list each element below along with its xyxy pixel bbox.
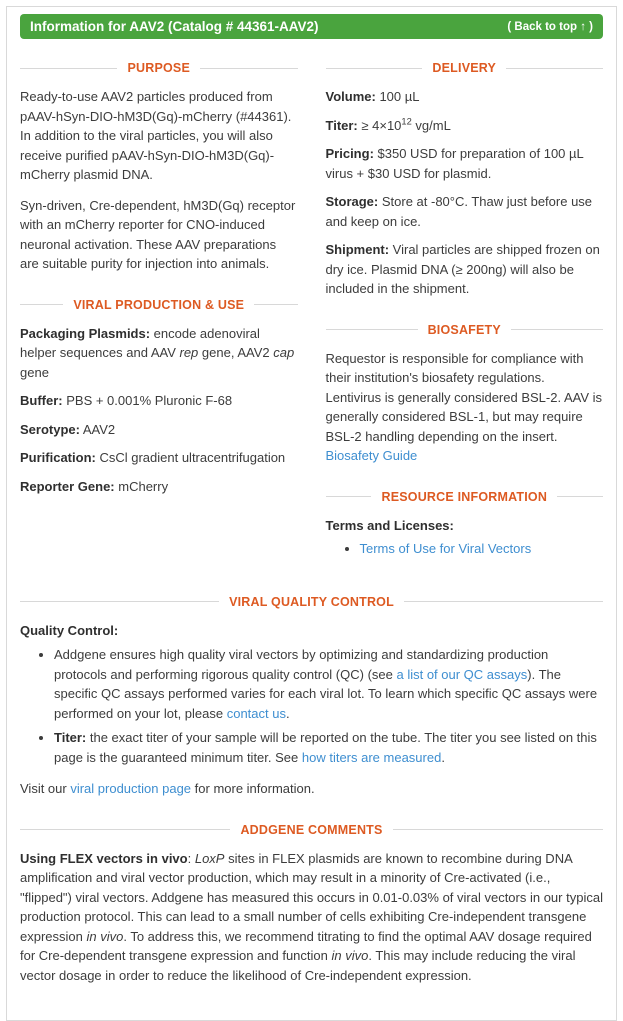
text-segment: Packaging Plasmids: (20, 325, 151, 341)
text-segment: Visit our (20, 781, 71, 796)
header-bar (20, 14, 603, 39)
biosafety-guide-link[interactable]: Biosafety Guide (325, 448, 418, 463)
terms-and-licenses-label (326, 516, 604, 536)
info-card (6, 6, 617, 1021)
text-segment: AAV2 (79, 421, 116, 437)
text-segment: rep (179, 345, 199, 360)
delivery-heading: DELIVERY (326, 61, 604, 75)
text-segment: 100 µL (375, 89, 420, 104)
purpose-paragraph (20, 196, 298, 274)
text-segment: Terms and Licenses: (325, 517, 454, 533)
text-segment: Purification: (20, 450, 96, 465)
text-segment: sites in FLEX plasmids are known to recombine during DNA amplification and viral vector production, which may result in a minority of Cre-activated (i.e., "flipped") viral vectors. Addgene has measured this occurs in 0.01-0.03% of viral vectors in our typical production protocol. This can lead to a small number of cells exhibiting Cre-independent transgene expression (20, 850, 603, 944)
text-segment: Requestor is responsible for compliance with their institution's biosafety regulations. Lentivirus is generally considered BSL-2. AAV is generally considered BSL-1, but may require BSL-2 handling depending on the insert. (325, 350, 603, 444)
text-segment: the exact titer of your sample will be reported on the tube. The titer you see listed on this page is the guaranteed minimum titer. See (54, 730, 597, 765)
purpose-paragraph (20, 87, 298, 185)
shipment-row (326, 240, 604, 299)
text-segment: Reporter Gene: (20, 478, 115, 494)
volume-row (326, 87, 604, 107)
biosafety-paragraph (326, 349, 604, 466)
text-segment: gene (20, 364, 49, 380)
buffer-row (20, 391, 298, 411)
biosafety-heading: BIOSAFETY (326, 323, 604, 337)
purpose-heading: PURPOSE (20, 61, 298, 75)
quality-control-footer (20, 779, 603, 799)
text-segment: Addgene ensures high quality viral vectors by optimizing and standardizing production protocols and performing rigorous quality control (QC) (see (54, 647, 549, 682)
text-segment: Store at -80°C. Thaw just before use and keep on ice. (325, 194, 593, 229)
text-segment: Buffer: (20, 393, 63, 408)
text-segment: Titer: (325, 117, 358, 133)
two-column-layout (20, 51, 603, 571)
text-segment: Shipment: (325, 242, 390, 257)
storage-row (326, 192, 604, 231)
text-segment: for more information. (191, 781, 315, 796)
terms-of-use-link[interactable]: Terms of Use for Viral Vectors (359, 541, 532, 556)
text-segment: ≥ 4×10 (357, 117, 402, 133)
text-segment: Viral particles are shipped frozen on dry ice. Plasmid DNA (≥ 200ng) will also be included in the shipment. (325, 242, 600, 296)
viral-quality-control-section (20, 595, 603, 799)
addgene-comments-heading: ADDGENE COMMENTS (20, 823, 603, 837)
text-segment: Quality Control: (20, 622, 119, 638)
serotype-row (20, 420, 298, 440)
text-segment: . To address this, we recommend titrating to find the optimal AAV dosage required for Cre-dependent transgene expression and function (20, 928, 592, 963)
viral-quality-control-heading: VIRAL QUALITY CONTROL (20, 595, 603, 609)
pricing-row (326, 144, 604, 183)
quality-control-label (20, 621, 603, 641)
superscript-text: 12 (401, 116, 412, 127)
text-segment: ). The specific QC assays performed varies for each viral lot. To learn which specific QC assays were performed on your lot, please (54, 666, 598, 721)
addgene-comments-paragraph (20, 849, 603, 986)
text-segment: in vivo (331, 948, 369, 963)
addgene-comments-section (20, 823, 603, 986)
text-segment: Titer: (54, 730, 87, 745)
right-column (326, 51, 604, 571)
packaging-plasmids-row (20, 324, 298, 383)
text-segment: Using FLEX vectors in vivo (20, 850, 188, 866)
text-segment: PBS + 0.001% Pluronic F-68 (62, 393, 233, 408)
text-segment: $350 USD for preparation of 100 µL virus + $30 USD for plasmid. (325, 146, 584, 181)
text-segment: encode adenoviral helper sequences and AAV (20, 325, 260, 360)
titer-row (326, 116, 604, 136)
terms-list (326, 539, 604, 559)
text-segment: vg/mL (411, 117, 451, 133)
quality-control-list (20, 645, 603, 767)
contact-us-link[interactable]: contact us (226, 705, 286, 721)
text-segment: Storage: (325, 194, 379, 209)
viral-production-heading: VIRAL PRODUCTION & USE (20, 298, 298, 312)
text-segment: . (285, 705, 290, 721)
text-segment: Volume: (325, 89, 376, 104)
left-column (20, 51, 298, 571)
text-segment: . (441, 749, 445, 765)
page-title: Information for AAV2 (Catalog # 44361-AAV2) (30, 19, 319, 34)
text-segment: Syn-driven, Cre-dependent, hM3D(Gq) receptor with an mCherry reporter for CNO-induced neuronal activation. These AAV preparations are suitable purity for injection into animals. (20, 197, 296, 271)
reporter-gene-row (20, 477, 298, 497)
text-segment: cap (273, 345, 295, 360)
text-segment: mCherry (114, 478, 169, 494)
text-segment: Pricing: (325, 146, 374, 161)
how-titers-measured-link[interactable]: how titers are measured (301, 749, 442, 765)
text-segment: in vivo (86, 928, 124, 944)
text-segment: Serotype: (20, 421, 80, 437)
list-item (54, 728, 603, 767)
resource-information-heading: RESOURCE INFORMATION (326, 490, 604, 504)
list-item (54, 645, 603, 723)
purification-row (20, 448, 298, 468)
back-to-top-link[interactable]: ( Back to top ↑ ) (507, 20, 593, 33)
list-item (360, 539, 604, 559)
text-segment: LoxP (194, 850, 225, 866)
qc-assays-link[interactable]: a list of our QC assays (396, 666, 528, 682)
text-segment: : (187, 850, 195, 866)
text-segment: CsCl gradient ultracentrifugation (95, 450, 286, 465)
text-segment: Ready-to-use AAV2 particles produced from pAAV-hSyn-DIO-hM3D(Gq)-mCherry (#44361). In addition to the viral particles, you will also receive purified pAAV-hSyn-DIO-hM3D(Gq)-mCherry plasmid DNA. (20, 89, 292, 182)
text-segment: . This may include reducing the viral vector dosage in order to reduce the likelihood of Cre-independent expression. (20, 948, 576, 983)
viral-production-page-link[interactable]: viral production page (70, 781, 192, 796)
text-segment: gene, AAV2 (198, 345, 274, 360)
